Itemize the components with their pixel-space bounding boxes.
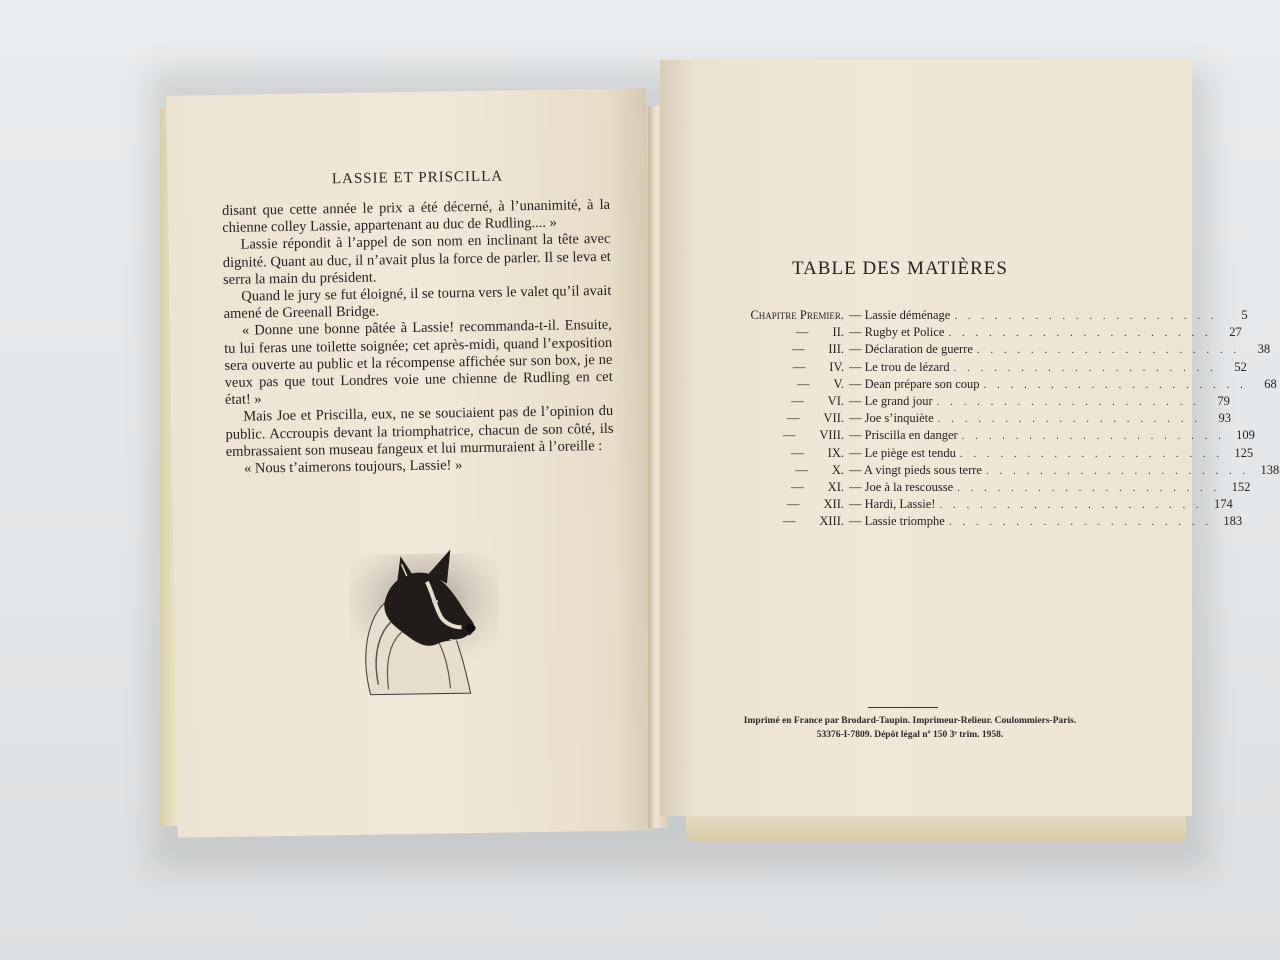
running-head: LASSIE ET PRISCILLA [331, 168, 504, 188]
toc-chapter: — VI. [791, 393, 844, 408]
toc-chapter-title: — Rugby et Police [849, 325, 945, 340]
paragraph: « Nous t’aimerons toujours, Lassie! » [243, 457, 463, 477]
toc-chapter-title: — Joe s’inquiète [849, 411, 934, 426]
paragraph: « Donne une bonne pâtée à Lassie! recommanda-t-il. Ensuite, tu lui feras une toilette soignée; cet après-midi, quand l’exposition sera ouverte au public et la récompense affichée sur son box, je ne veux pas que tout Londres voie une chienne de Rudling en cet état! » [224, 317, 613, 409]
toc-page-number: 38 [1257, 342, 1271, 357]
toc-chapter: — XIII. [782, 514, 844, 529]
collie-illustration [348, 543, 500, 700]
toc-page-number: 68 [1264, 376, 1277, 391]
toc-leader: . . . . . . . . . . . . . . . . . . . . [936, 395, 1200, 408]
page-block-edge [686, 812, 1186, 842]
toc-chapter-title: — Lassie déménage [849, 308, 951, 322]
toc-chapter: — IV. [792, 359, 844, 374]
toc-leader: . . . . . . . . . . . . . . . . . . . . [953, 361, 1217, 374]
toc-chapter: — III. [791, 342, 844, 357]
toc-entry [694, 359, 1247, 377]
toc-leader: . . . . . . . . . . . . . . . . . . . . [954, 310, 1218, 322]
toc-leader: . . . . . . . . . . . . . . . . . . . . [985, 464, 1250, 477]
toc-entry [694, 462, 1280, 480]
toc-page-number: 27 [1229, 325, 1242, 340]
toc-chapter: — V. [796, 376, 844, 391]
toc-entry [694, 514, 1243, 531]
toc-entry [694, 376, 1277, 394]
toc-entry [694, 325, 1242, 342]
collie-icon [348, 543, 500, 700]
toc-entry [694, 428, 1255, 445]
toc-chapter-title: — Joe à la rescousse [849, 479, 954, 494]
colophon-line: 53376-I-7809. Dépôt légal nº 150 3ᵉ trim. 1958. [816, 730, 1004, 740]
toc-entry [694, 342, 1271, 359]
paragraph: Quand le jury se fut éloigné, il se tourna vers le valet qu’il avait amené de Greenall Bridge. [223, 282, 612, 323]
toc-chapter-title: — Le grand jour [849, 393, 933, 408]
toc-chapter: — II. [796, 325, 844, 340]
toc-chapter-title: — Le trou de lézard [849, 359, 950, 374]
toc-entry [694, 308, 1248, 325]
toc-page-number: 79 [1217, 393, 1230, 408]
toc-chapter: — VIII. [782, 428, 844, 443]
toc-chapter: Chapitre Premier. [750, 308, 844, 322]
toc-leader: . . . . . . . . . . . . . . . . . . . . [961, 430, 1225, 443]
toc-entry [694, 411, 1231, 428]
colophon [690, 714, 1130, 742]
toc-leader: . . . . . . . . . . . . . . . . . . . . [948, 516, 1213, 529]
toc-page-number: 138 [1260, 462, 1280, 477]
toc-chapter-title: — Hardi, Lassie! [849, 497, 936, 512]
toc-leader: . . . . . . . . . . . . . . . . . . . . [976, 344, 1241, 357]
toc-chapter-title: — Dean prépare son coup [849, 376, 980, 391]
toc-page-number: 152 [1231, 479, 1251, 494]
toc-title: TABLE DES MATIÈRES [792, 258, 1008, 279]
toc-page-number: 5 [1241, 308, 1248, 322]
toc-leader: . . . . . . . . . . . . . . . . . . . . [957, 481, 1221, 494]
toc-leader: . . . . . . . . . . . . . . . . . . . . [983, 378, 1247, 391]
toc-leader: . . . . . . . . . . . . . . . . . . . . [939, 499, 1203, 512]
toc-chapter: — XII. [787, 497, 844, 512]
toc-leader: . . . . . . . . . . . . . . . . . . . . [959, 447, 1224, 460]
toc-chapter: — XI. [791, 479, 844, 494]
page-body-text [222, 197, 614, 478]
toc-page-number: 183 [1223, 514, 1243, 529]
toc-entry [694, 479, 1251, 497]
toc-page-number: 52 [1234, 359, 1247, 374]
toc-leader: . . . . . . . . . . . . . . . . . . . . [948, 327, 1212, 340]
toc-entry [694, 497, 1233, 514]
paragraph: Mais Joe et Priscilla, eux, ne se souciaient pas de l’opinion du public. Accroupis devant la triomphatrice, chacun de son côté, ils embrassaient son museau fangeux et lui murmuraient à l’oreille : [225, 403, 614, 460]
toc-page-number: 125 [1234, 445, 1254, 460]
toc-chapter-title: — Lassie triomphe [849, 514, 945, 529]
toc-page-number: 174 [1213, 497, 1233, 512]
colophon-rule [868, 707, 938, 708]
toc-entry [694, 445, 1254, 463]
toc-page-number: 93 [1218, 411, 1231, 426]
right-page [660, 60, 1280, 816]
colophon-line: Imprimé en France par Brodard-Taupin. Imprimeur-Relieur. Coulommiers-Paris. [743, 716, 1077, 726]
toc-chapter: — X. [795, 462, 844, 477]
toc-chapter-title: — A vingt pieds sous terre [849, 462, 982, 477]
left-page [166, 88, 658, 837]
paragraph: Lassie répondit à l’appel de son nom en inclinant la tête avec dignité. Quant au duc, il n’avait plus la force de parler. Il se leva et serra la main du président. [222, 231, 611, 288]
toc-chapter-title: — Priscilla en danger [849, 428, 958, 443]
toc-chapter-title: — Déclaration de guerre [849, 342, 973, 357]
toc-chapter: — VII. [787, 411, 844, 426]
toc-chapter: — IX. [791, 445, 844, 460]
toc-entry [694, 393, 1230, 411]
table-of-contents [694, 308, 1280, 531]
paragraph: disant que cette année le prix a été décerné, à l’unanimité, à la chienne colley Lassie, appartenant au duc de Rudling.... » [221, 196, 611, 237]
toc-chapter-title: — Le piège est tendu [849, 445, 956, 460]
toc-page-number: 109 [1236, 428, 1255, 443]
toc-leader: . . . . . . . . . . . . . . . . . . . . [937, 413, 1201, 426]
